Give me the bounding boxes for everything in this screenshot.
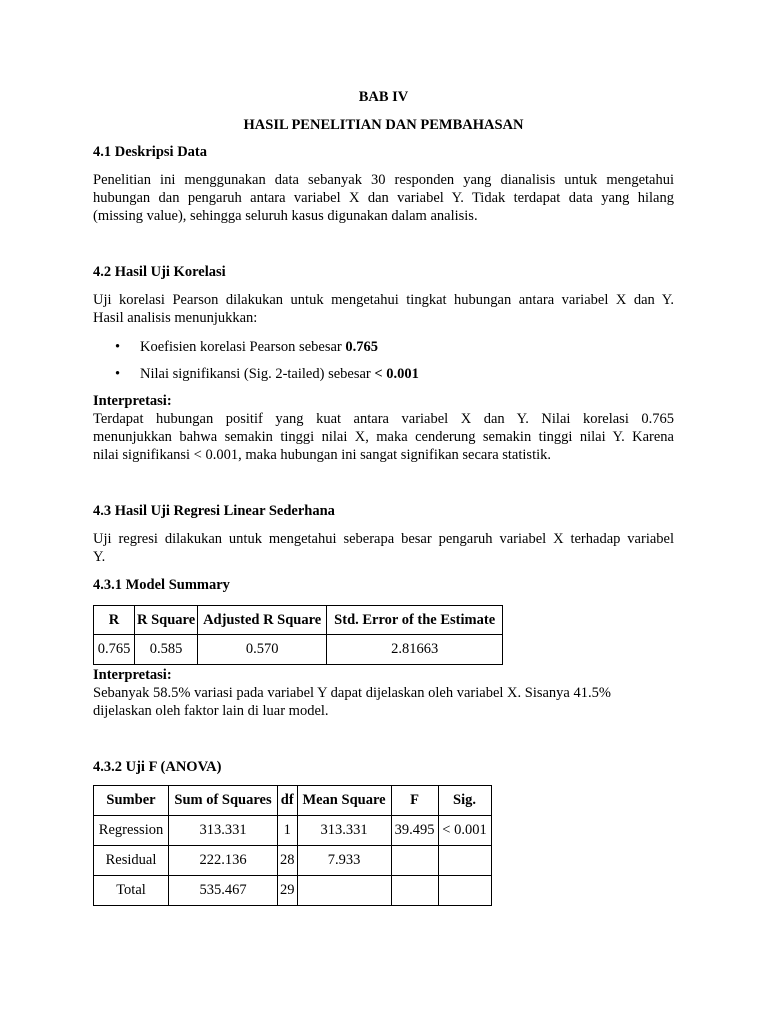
paragraph-line: hubungan dan pengaruh antara variabel X dan variabel Y. Tidak terdapat data yang hilang (93, 190, 674, 206)
column-header: Std. Error of the Estimate (327, 606, 503, 635)
bullet-text: Koefisien korelasi Pearson sebesar (140, 339, 346, 355)
interpretation-label: Interpretasi: (93, 393, 172, 409)
paragraph-line: (missing value), sehingga seluruh kasus digunakan dalam analisis. (93, 208, 478, 224)
column-header: Mean Square (297, 786, 391, 816)
table-header-row (94, 786, 492, 816)
table-cell (438, 876, 491, 906)
section-heading-4-2: 4.2 Hasil Uji Korelasi (93, 264, 226, 280)
table-cell: < 0.001 (438, 816, 491, 846)
bullet-icon: • (115, 366, 121, 382)
table-row (94, 635, 503, 665)
table-cell: 0.570 (198, 635, 327, 665)
column-header: Sig. (438, 786, 491, 816)
column-header: Sumber (94, 786, 169, 816)
paragraph-line: Uji regresi dilakukan untuk mengetahui seberapa besar pengaruh variabel X terhadap variabel (93, 531, 674, 547)
paragraph-line: Penelitian ini menggunakan data sebanyak 30 responden yang dianalisis untuk mengetahui (93, 172, 674, 188)
chapter-label: BAB IV (358, 89, 409, 105)
bullet-value: 0.765 (345, 339, 378, 355)
table-row (94, 816, 492, 846)
table-cell: 28 (278, 846, 298, 876)
model-summary-table (93, 605, 503, 665)
paragraph-line: menunjukkan bahwa semakin tinggi nilai X, maka cenderung semakin tinggi nilai Y. Karena (93, 429, 674, 445)
paragraph-line: Y. (93, 549, 106, 565)
table-cell (391, 876, 438, 906)
section-heading-4-3: 4.3 Hasil Uji Regresi Linear Sederhana (93, 503, 335, 519)
column-header: df (278, 786, 298, 816)
subsection-heading-4-3-1: 4.3.1 Model Summary (93, 577, 230, 593)
table-cell (297, 876, 391, 906)
table-cell: 313.331 (297, 816, 391, 846)
table-cell: 29 (278, 876, 298, 906)
table-cell: 1 (278, 816, 298, 846)
anova-table (93, 785, 492, 906)
table-cell: 222.136 (169, 846, 278, 876)
paragraph-line: Uji korelasi Pearson dilakukan untuk mengetahui tingkat hubungan antara variabel X dan Y. (93, 292, 674, 308)
table-cell (391, 846, 438, 876)
paragraph-line: Sebanyak 58.5% variasi pada variabel Y dapat dijelaskan oleh variabel X. Sisanya 41.5% (93, 685, 611, 701)
table-cell (438, 846, 491, 876)
table-row (94, 876, 492, 906)
table-cell: 0.765 (94, 635, 135, 665)
paragraph-line: nilai signifikansi < 0.001, maka hubungan ini sangat signifikan secara statistik. (93, 447, 551, 463)
column-header: R (94, 606, 135, 635)
paragraph-line: dijelaskan oleh faktor lain di luar model. (93, 703, 329, 719)
section-heading-4-1: 4.1 Deskripsi Data (93, 144, 207, 160)
table-header-row (94, 606, 503, 635)
table-cell: 535.467 (169, 876, 278, 906)
interpretation-label: Interpretasi: (93, 667, 172, 683)
column-header: Adjusted R Square (198, 606, 327, 635)
table-cell: Regression (94, 816, 169, 846)
bullet-value: < 0.001 (374, 366, 419, 382)
table-cell: 313.331 (169, 816, 278, 846)
table-cell: 0.585 (135, 635, 198, 665)
bullet-icon: • (115, 339, 121, 355)
table-cell: Total (94, 876, 169, 906)
paragraph-line: Terdapat hubungan positif yang kuat antara variabel X dan Y. Nilai korelasi 0.765 (93, 411, 674, 427)
column-header: Sum of Squares (169, 786, 278, 816)
table-cell: Residual (94, 846, 169, 876)
column-header: R Square (135, 606, 198, 635)
column-header: F (391, 786, 438, 816)
chapter-title: HASIL PENELITIAN DAN PEMBAHASAN (243, 117, 524, 133)
table-cell: 7.933 (297, 846, 391, 876)
paragraph-line: Hasil analisis menunjukkan: (93, 310, 258, 326)
subsection-heading-4-3-2: 4.3.2 Uji F (ANOVA) (93, 759, 222, 775)
bullet-text: Nilai signifikansi (Sig. 2-tailed) sebesar (140, 366, 375, 382)
table-row (94, 846, 492, 876)
table-cell: 39.495 (391, 816, 438, 846)
table-cell: 2.81663 (327, 635, 503, 665)
